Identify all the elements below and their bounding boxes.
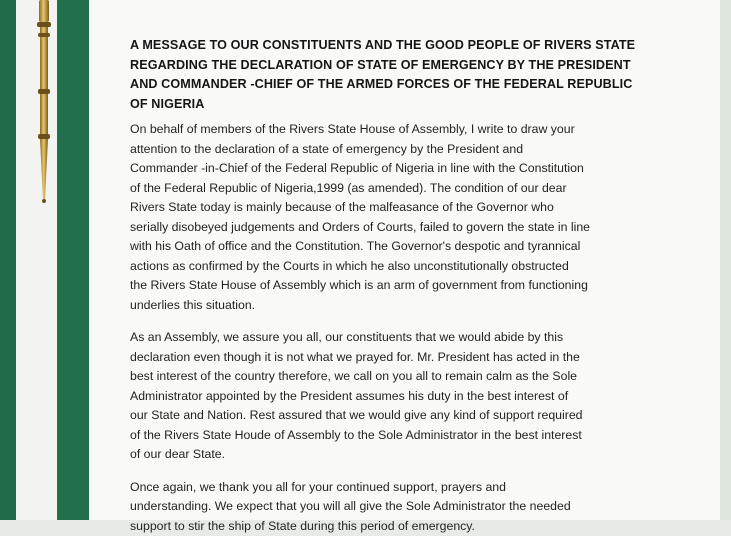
paragraph-line: As an Assembly, we assure you all, our constituents that we would abide by this <box>130 330 564 345</box>
paragraph-line: declaration even though it is not what we prayed for. Mr. President has acted in the <box>130 349 580 364</box>
border-green-stripe-outer <box>0 0 16 520</box>
paragraph-line: of the Federal Republic of Nigeria,1999 (as amended). The condition of our dear <box>130 180 567 195</box>
paragraph-line: attention to the declaration of a state of emergency by the President and <box>130 141 524 156</box>
paragraph-line: Administrator appointed by the President assumes his duty in the best interest of <box>130 388 569 403</box>
heading-line: OF NIGERIA <box>130 96 205 111</box>
border-green-stripe-inner <box>57 0 89 520</box>
paragraph-line: of our dear State. <box>130 447 226 462</box>
paragraph-line: Commander -in-Chief of the Federal Republic of Nigeria in line with the Constitution <box>130 161 584 176</box>
paragraph-line: support to stir the ship of State during this period of emergency. <box>130 518 475 533</box>
paragraph-line: underlies this situation. <box>130 297 256 312</box>
heading-line: AND COMMANDER -CHIEF OF THE ARMED FORCES OF THE FEDERAL REPUBLIC <box>130 77 633 92</box>
paragraph-2 <box>130 328 650 465</box>
paragraph-line: our State and Nation. Rest assured that we would give any kind of support required <box>130 408 583 423</box>
paragraph-3 <box>130 478 650 536</box>
paragraph-line: On behalf of members of the Rivers State House of Assembly, I write to draw your <box>130 122 575 137</box>
paragraph-line: Once again, we thank you all for your continued support, prayers and <box>130 479 506 494</box>
paragraph-line: serially disobeyed judgements and Orders of Courts, failed to govern the state in line <box>130 219 591 234</box>
paragraph-line: with his Oath of office and the Constitution. The Governor's despotic and tyrannical <box>130 239 581 254</box>
mace-icon <box>30 0 58 210</box>
border-right-stripe <box>720 0 731 520</box>
letter-heading <box>130 36 650 114</box>
paragraph-line: actions as confirmed by the Courts in which he also unconstitutionally obstructed <box>130 258 569 273</box>
letter-body <box>130 36 650 536</box>
paragraph-line: of the Rivers State Houde of Assembly to the Sole Administrator in the best interest <box>130 427 582 442</box>
paragraph-line: the Rivers State House of Assembly which is an arm of government from functioning <box>130 278 588 293</box>
heading-line: REGARDING THE DECLARATION OF STATE OF EMERGENCY BY THE PRESIDENT <box>130 57 631 72</box>
paragraph-1 <box>130 120 650 315</box>
paragraph-line: best interest of the country therefore, we call on you all to remain calm as the Sole <box>130 369 578 384</box>
paragraph-line: understanding. We expect that you will all give the Sole Administrator the needed <box>130 499 571 514</box>
heading-line: A MESSAGE TO OUR CONSTITUENTS AND THE GOOD PEOPLE OF RIVERS STATE <box>130 38 636 52</box>
paragraph-line: Rivers State today is mainly because of the malfeasance of the Governor who <box>130 200 554 215</box>
